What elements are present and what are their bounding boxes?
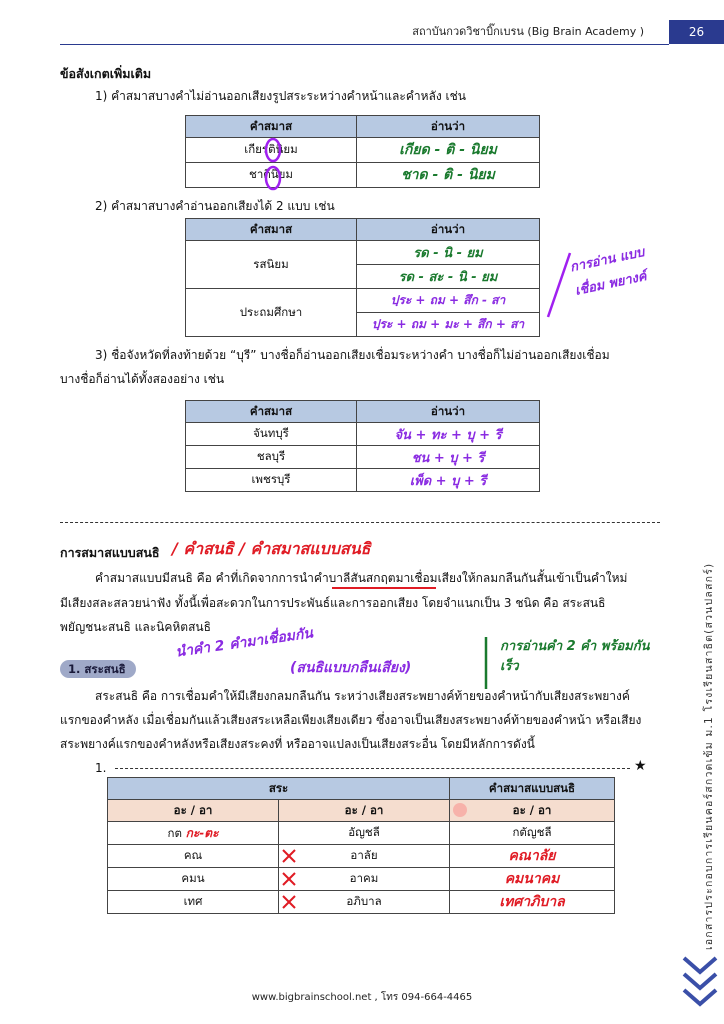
handwritten-c: คมนาคม xyxy=(504,871,560,887)
handwritten-x-marks xyxy=(280,820,300,920)
table4-b: อภิบาล xyxy=(279,891,450,914)
handwritten-title-note: / คำสนธิ / คำสมาสแบบสนธิ xyxy=(172,539,371,558)
table-row xyxy=(186,138,540,163)
sandhi-paragraph-line-1: คำสมาสแบบมีสนธิ คือ คำที่เกิดจากการนำคำบาลีสันสกฤตมาเชื่อมเสียงให้กลมกลืนกันสั้นเข้าเป็นคำใหม่ xyxy=(95,571,628,585)
section-divider xyxy=(60,522,660,523)
table4-sub-c: อะ / อา xyxy=(450,800,615,822)
table1-header-word: คำสมาส xyxy=(186,116,357,138)
header-divider xyxy=(60,44,669,45)
handwritten-reading: เกียด - ติ - นิยม xyxy=(399,142,497,158)
vowel-sandhi-badge: 1. สระสนธิ xyxy=(60,660,136,678)
footer-text: www.bigbrainschool.net , โทร 094-664-4465 xyxy=(251,992,473,1003)
note-item-2: 2) คำสมาสบางคำอ่านออกเสียงได้ 2 แบบ เช่น xyxy=(95,199,335,213)
table4-a: กต xyxy=(167,825,182,840)
handwritten-a: กะ-ตะ xyxy=(185,825,219,840)
table3-word: เพชรบุรี xyxy=(186,469,357,492)
table-row xyxy=(108,891,615,914)
star-icon: ★ xyxy=(634,758,647,774)
table1-word: เกียรตินิยม xyxy=(186,138,357,163)
sandhi-title: การสมาสแบบสนธิ xyxy=(60,545,160,560)
table-1 xyxy=(185,115,540,188)
table-2 xyxy=(185,218,540,337)
table-row xyxy=(186,469,540,492)
handwritten-note-3: การอ่านคำ 2 คำ พร้อมกันเร็ว xyxy=(500,639,650,674)
table1-word: ชาตินิยม xyxy=(186,163,357,188)
table-row xyxy=(186,446,540,469)
table-row xyxy=(108,822,615,845)
table4-b: อาคม xyxy=(279,868,450,891)
table3-header-word: คำสมาส xyxy=(186,401,357,423)
handwritten-note-2: (สนธิแบบกลืนเสียง) xyxy=(290,660,412,676)
handwritten-reading: จัน + ทะ + บุ + รี xyxy=(394,427,502,443)
vowel-paragraph-line-3: สระพยางค์แรกของคำหลังหรือเสียงสระคงที่ หรืออาจแปลงเป็นเสียงสระอื่น โดยมีหลักการดังนี้ xyxy=(60,737,535,751)
vowel-paragraph-line-1: สระสนธิ คือ การเชื่อมคำให้มีเสียงกลมกลืนกัน ระหว่างเสียงสระพยางค์ท้ายของคำหน้ากับเสียงสระพยางค์ xyxy=(95,689,630,703)
handwritten-note-1: นำคำ 2 คำมาเชื่อมกัน xyxy=(174,625,314,661)
table4-sub-a: อะ / อา xyxy=(108,800,279,822)
table4-header-result: คำสมาสแบบสนธิ xyxy=(450,778,615,800)
handwritten-reading: ชาด - ติ - นิยม xyxy=(401,167,495,183)
handwritten-side-note: การอ่าน แบบเชื่อม พยางค์ xyxy=(568,245,648,299)
notes-title: ข้อสังเกตเพิ่มเติม xyxy=(60,66,152,81)
rule-dash-line xyxy=(115,768,630,769)
table-3 xyxy=(185,400,540,492)
table3-word: จันทบุรี xyxy=(186,423,357,446)
handwritten-reading: ปฺระ + ถม + สึก - สา xyxy=(390,293,506,307)
table-4 xyxy=(107,777,615,914)
handwritten-reading: เพ็ด + บุ + รี xyxy=(409,473,487,489)
table4-a: เทศ xyxy=(183,894,203,908)
table4-b: อัญชลี xyxy=(279,822,450,845)
chevron-down-icon xyxy=(680,950,720,1010)
handwritten-circle-marks xyxy=(258,136,288,192)
note-item-1: 1) คำสมาสบางคำไม่อ่านออกเสียงรูปสระระหว่างคำหน้าและคำหลัง เช่น xyxy=(95,89,466,103)
table-row xyxy=(186,163,540,188)
highlight-circle-mark xyxy=(450,800,470,820)
table-row xyxy=(186,289,540,313)
note-item-3-line-1: 3) ชื่อจังหวัดที่ลงท้ายด้วย “บุรี” บางชื่อก็อ่านออกเสียงเชื่อมระหว่างคำ บางชื่อก็ไม่อ่านออกเสียงเชื่อม xyxy=(95,348,610,362)
table2-header-word: คำสมาส xyxy=(186,219,357,241)
table4-c: กตัญชลี xyxy=(512,825,552,839)
table3-header-read: อ่านว่า xyxy=(357,401,540,423)
table-row xyxy=(186,423,540,446)
handwritten-c: คณาลัย xyxy=(508,848,556,864)
table-row xyxy=(186,241,540,265)
table4-header-vowel: สระ xyxy=(108,778,450,800)
table2-word: ประถมศึกษา xyxy=(186,289,357,337)
table4-b: อาลัย xyxy=(279,845,450,868)
table-row xyxy=(108,868,615,891)
header-title: สถาบันกวดวิชาบิ๊กเบรน (Big Brain Academy ) xyxy=(412,25,644,38)
table1-header-read: อ่านว่า xyxy=(357,116,540,138)
vowel-paragraph-line-2: แรกของคำหลัง เมื่อเชื่อมกันแล้วเสียงสระเหลือเพียงเสียงเดียว ซึ่งอาจเป็นเสียงสระพยางค์ท้ายของคำหน้า หรือเสียง xyxy=(60,713,642,727)
table2-header-read: อ่านว่า xyxy=(357,219,540,241)
page-number: 26 xyxy=(669,20,724,44)
handwritten-reading: ชน + บุ + รี xyxy=(411,450,485,466)
table3-word: ชลบุรี xyxy=(186,446,357,469)
handwritten-c: เทศาภิบาล xyxy=(499,894,565,910)
handwritten-divider xyxy=(480,635,492,691)
table4-a: คมน xyxy=(181,871,205,885)
table4-sub-b: อะ / อา xyxy=(279,800,450,822)
rule-number: 1. xyxy=(95,761,107,775)
table4-a: คณ xyxy=(183,848,203,862)
handwritten-reading: รด - นิ - ยม xyxy=(413,246,483,261)
note-item-3-line-2: บางชื่อก็อ่านได้ทั้งสองอย่าง เช่น xyxy=(60,372,225,386)
handwritten-reading: รด - สะ - นิ - ยม xyxy=(398,270,498,285)
sandhi-paragraph-line-2: มีเสียงสละสลวยน่าฟัง ทั้งนี้เพื่อสะดวกในการประพันธ์และการออกเสียง โดยจำแนกเป็น 3 ชนิด คือ สระสนธิ xyxy=(60,596,606,610)
sandhi-paragraph-line-3: พยัญชนะสนธิ และนิคหิตสนธิ xyxy=(60,620,211,634)
side-vertical-text: เอกสารประกอบการเรียนคอร์สกวดเข้ม ม.1 โรงเรียนสาธิต(สวนปลสกร์) xyxy=(703,562,715,950)
table2-word: รสนิยม xyxy=(186,241,357,289)
handwritten-reading: ปฺระ + ถม + มะ + สึก + สา xyxy=(371,317,525,331)
table-row xyxy=(108,845,615,868)
